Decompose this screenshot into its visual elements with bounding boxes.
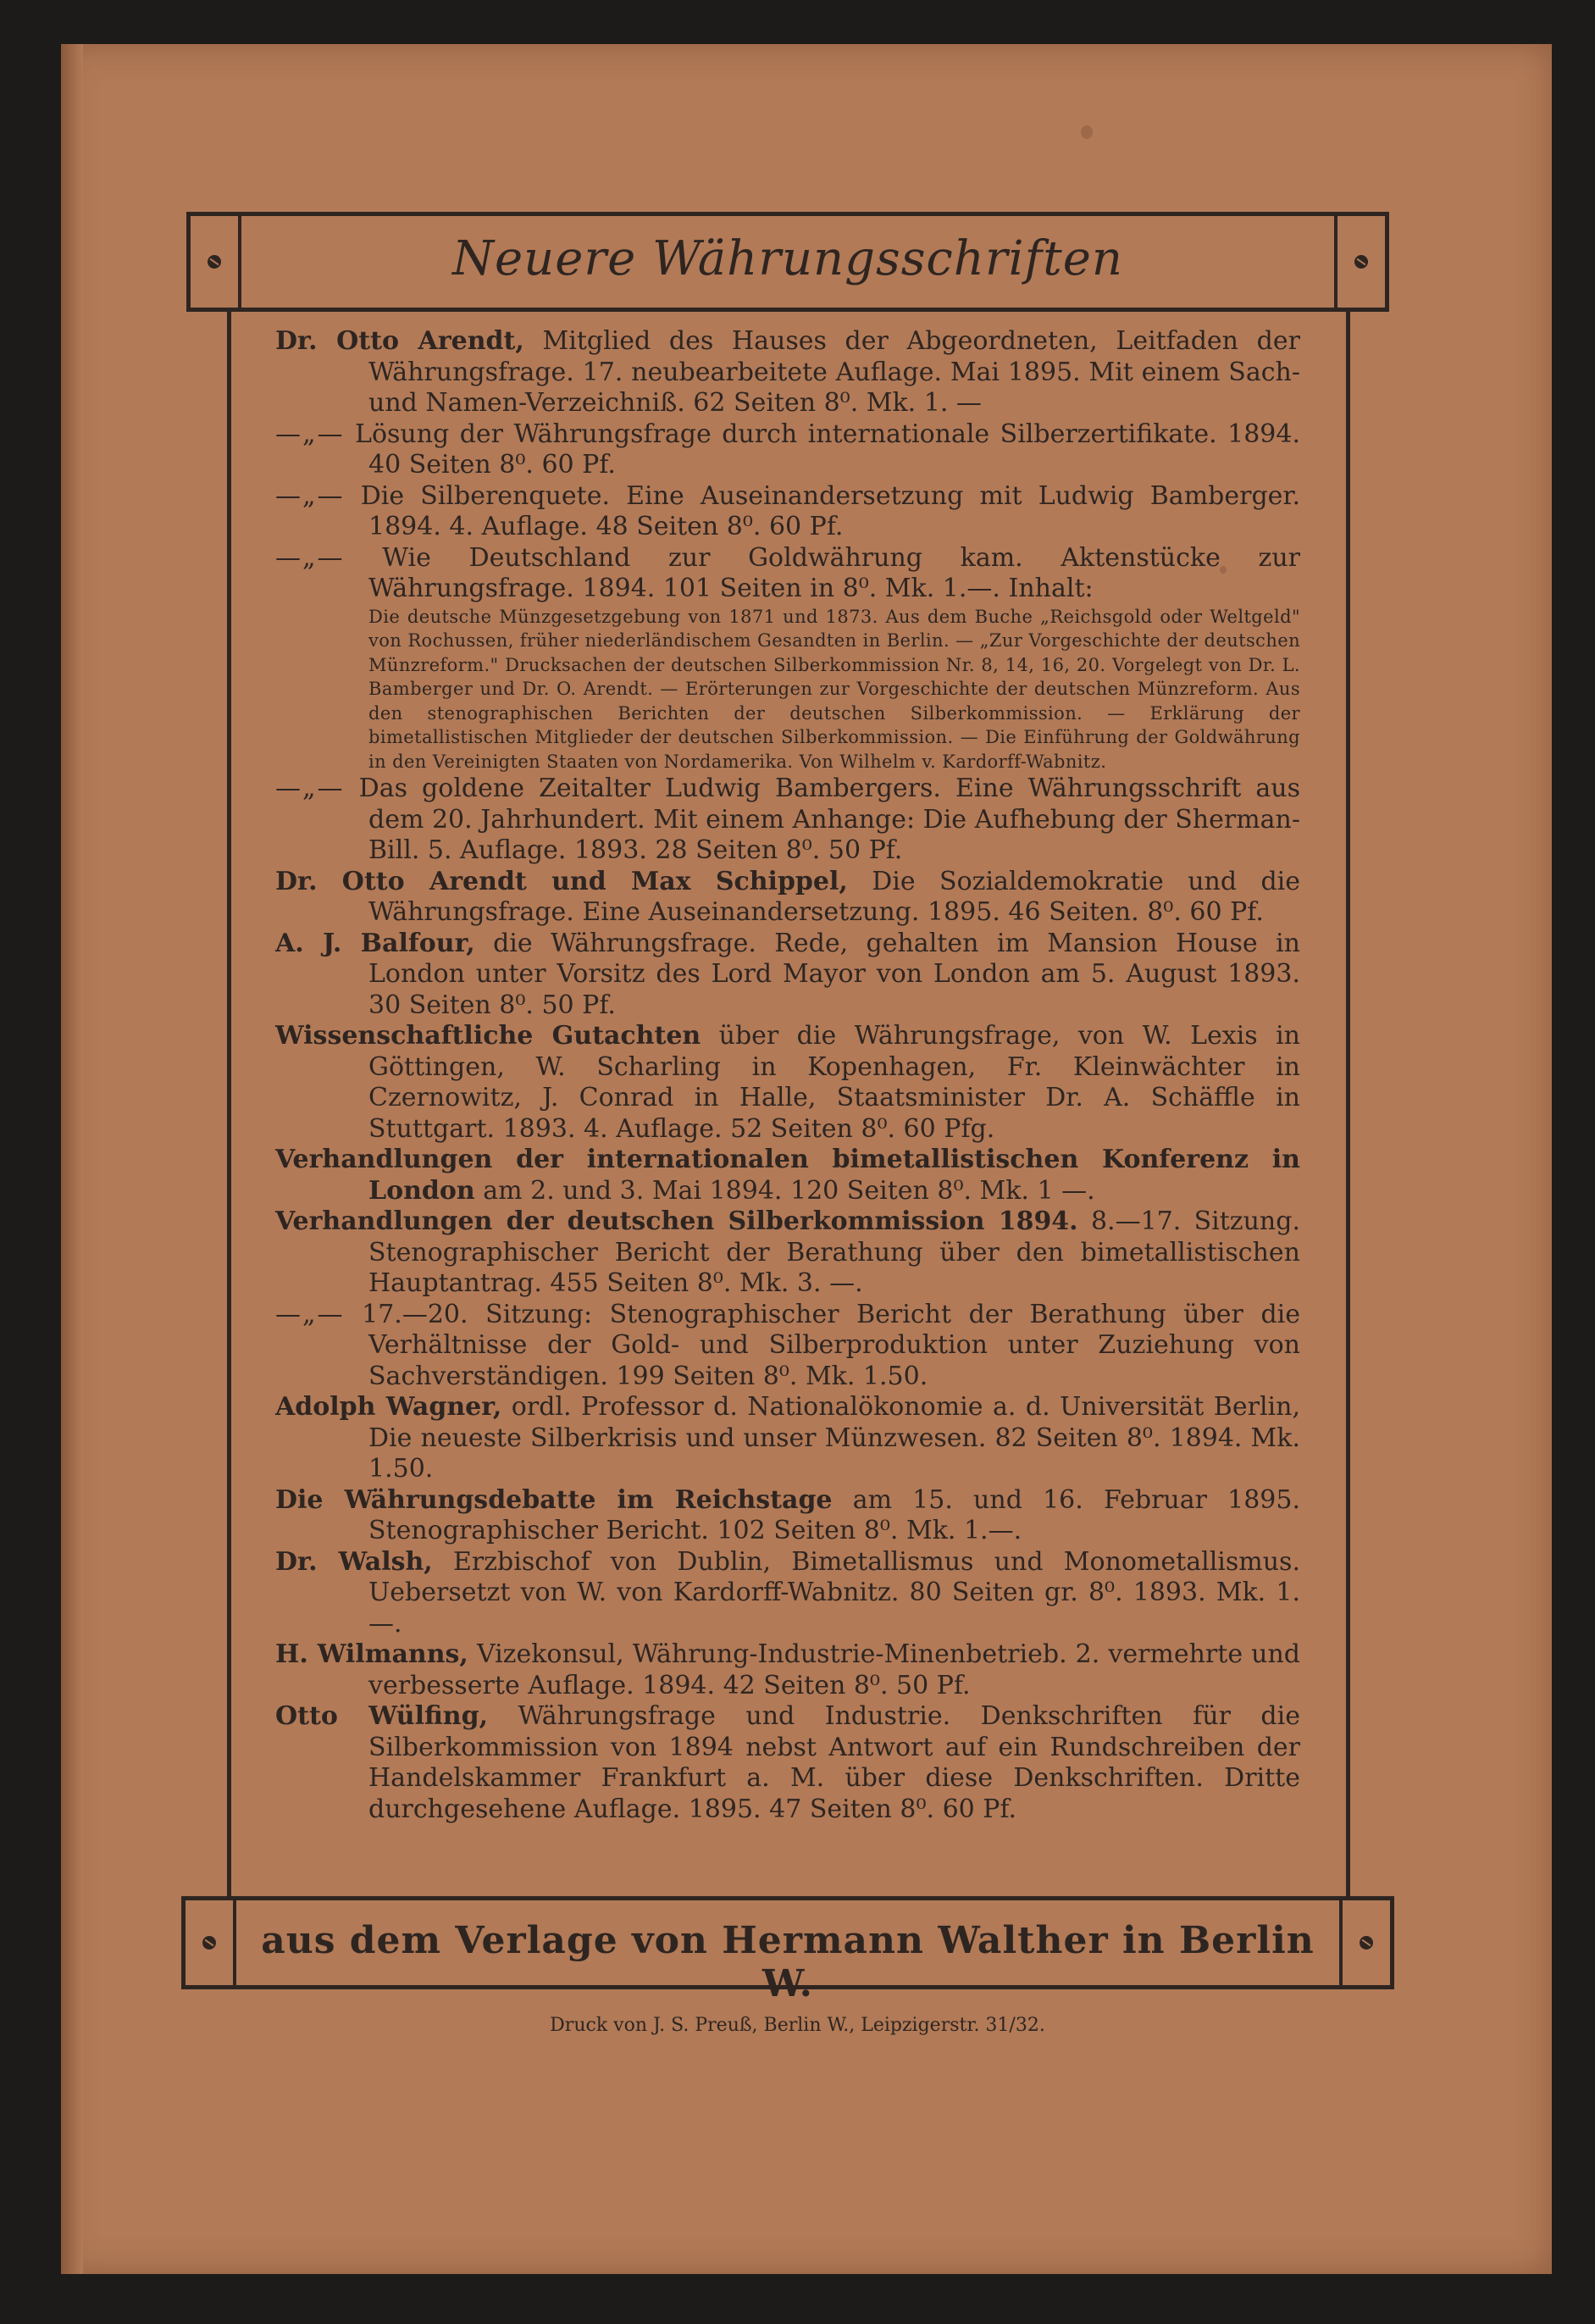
publication-entry: [275, 1392, 1300, 1485]
entry-description: Die Silberenquete. Eine Auseinandersetzung mit Ludwig Bamberger. 1894. 4. Auflage. 48 Seiten 8⁰. 60 Pf.: [360, 480, 1300, 541]
entry-author: Verhandlungen der internationalen bimetallistischen Konferenz in London: [275, 1145, 1300, 1206]
publication-entry: [275, 1145, 1300, 1206]
entry-description: die Währungsfrage. Rede, gehalten im Mansion House in London unter Vorsitz des Lord Mayor von London am 5. August 1893. 30 Seiten 8⁰. 50 Pf.: [368, 928, 1301, 1020]
ornament-dot-icon: [1360, 1936, 1373, 1950]
entry-author: Die Währungsdebatte im Reichstage: [275, 1484, 833, 1515]
entry-author: Dr. Otto Arendt und Max Schippel,: [275, 866, 848, 896]
entry-author: A. J. Balfour,: [275, 928, 475, 958]
page-title: Neuere Währungsschriften: [452, 231, 1123, 286]
entry-description: ordl. Professor d. Nationalökonomie a. d. Universität Berlin, Die neueste Silberkrisis und unser Münzwesen. 82 Seiten 8⁰. 1894. Mk. 1.50.: [368, 1392, 1300, 1484]
paper-spot: [1081, 125, 1093, 139]
entry-description: 17.—20. Sitzung: Stenographischer Bericht der Berathung über die Verhältnisse der Gold- und Silberproduktion unter Zuziehung von Sachverständigen. 199 Seiten 8⁰. Mk. 1.50.: [362, 1299, 1300, 1391]
publication-entry: [275, 1547, 1300, 1640]
cover-spine-edge: [61, 44, 83, 2274]
entry-description: Erzbischof von Dublin, Bimetallismus und Monometallismus. Uebersetzt von W. von Kardorff-Wabnitz. 80 Seiten gr. 8⁰. 1893. Mk. 1. —.: [368, 1546, 1300, 1639]
entry-description: Das goldene Zeitalter Ludwig Bambergers. Eine Währungsschrift aus dem 20. Jahrhundert. Mit einem Anhange: Die Aufhebung der Sherman-Bill. 5. Auflage. 1893. 28 Seiten 8⁰. 50 Pf.: [358, 774, 1300, 865]
entry-description: Währungsfrage und Industrie. Denkschriften für die Silberkommission von 1894 nebst Antwort auf ein Rundschreiben der Handelskammer Frankfurt a. M. über diese Denkschriften. Dritte durchgesehene Auflage. 1895. 47 Seiten 8⁰. 60 Pf.: [368, 1701, 1300, 1824]
publication-entry: [275, 1485, 1300, 1547]
entry-description: Wie Deutschland zur Goldwährung kam. Aktenstücke zur Währungsfrage. 1894. 101 Seiten in 8⁰. Mk. 1.—. Inhalt:: [368, 542, 1300, 603]
entry-author: —„—: [275, 1299, 345, 1329]
entry-author: Verhandlungen der deutschen Silberkommission 1894.: [275, 1206, 1078, 1236]
publication-entry: [275, 1021, 1300, 1145]
publication-entry: [275, 326, 1300, 419]
entry-author: —„—: [275, 480, 345, 511]
printer-imprint: Druck von J. S. Preuß, Berlin W., Leipzigerstr. 31/32.: [550, 2015, 1045, 2036]
entry-description: über die Währungsfrage, von W. Lexis in Göttingen, W. Scharling in Kopenhagen, Fr. Kleinwächter in Czernowitz, J. Conrad in Halle, Staatsminister Dr. A. Schäffle in Stuttgart. 1893. 4. Auflage. 52 Seiten 8⁰. 60 Pfg.: [368, 1021, 1300, 1144]
publication-list: [275, 326, 1300, 1825]
publisher-line: aus dem Verlage von Hermann Walther in Berlin W.: [261, 1919, 1315, 2005]
publication-entry: [275, 419, 1300, 481]
entry-description: am 15. und 16. Februar 1895. Stenographischer Bericht. 102 Seiten 8⁰. Mk. 1.—.: [368, 1484, 1301, 1545]
publisher-frame-right-cap: [1339, 1900, 1390, 1985]
entry-author: Wissenschaftliche Gutachten: [275, 1021, 701, 1051]
entry-author: Dr. Walsh,: [275, 1546, 433, 1577]
publication-entry: [275, 1206, 1300, 1300]
publisher-frame-left-cap: [186, 1900, 236, 1985]
publication-entry: [275, 481, 1300, 543]
entry-author: —„—: [275, 774, 345, 803]
entry-contents-note: Die deutsche Münzgesetzgebung von 1871 und 1873. Aus dem Buche „Reichsgold oder Weltgeld" von Rochussen, früher niederländischem Gesandten in Berlin. — „Zur Vorgeschichte der deutschen Münzreform." Drucksachen der deutschen Silberkommission Nr. 8, 14, 16, 20. Vorgelegt von Dr. L. Bamberger und Dr. O. Arendt. — Erörterungen zur Vorgeschichte der deutschen Münzreform. Aus den stenographischen Berichten der deutschen Silberkommission. — Erklärung der bimetallistischen Mitglieder der deutschen Silberkommission. — Die Einführung der Goldwährung in den Vereinigten Staaten von Nordamerika. Von Wilhelm v. Kardorff-Wabnitz.: [368, 606, 1300, 772]
publication-entry: [275, 867, 1300, 929]
entry-description: 8.—17. Sitzung. Stenographischer Bericht der Berathung über den bimetallistischen Hauptantrag. 455 Seiten 8⁰. Mk. 3. —.: [368, 1206, 1300, 1298]
publication-entry: [275, 1639, 1300, 1701]
entry-description: Die Sozialdemokratie und die Währungsfrage. Eine Auseinandersetzung. 1895. 46 Seiten. 8⁰. 60 Pf.: [368, 866, 1300, 927]
ornament-dot-icon: [1354, 255, 1368, 269]
publication-entry: [275, 929, 1300, 1022]
entry-author: Dr. Otto Arendt,: [275, 326, 524, 356]
title-frame-left-cap: [191, 216, 241, 308]
entry-description: Mitglied des Hauses der Abgeordneten, Leitfaden der Währungsfrage. 17. neubearbeitete Auflage. Mai 1895. Mit einem Sach- und Namen-Verzeichniß. 62 Seiten 8⁰. Mk. 1. —: [368, 326, 1300, 418]
publication-entry: [275, 774, 1300, 867]
entry-author: —„—: [275, 542, 345, 573]
entry-author: H. Wilmanns,: [275, 1639, 468, 1669]
publication-entry: [275, 543, 1300, 774]
entry-author: Adolph Wagner,: [275, 1392, 502, 1422]
ornament-dot-icon: [208, 255, 221, 269]
ornament-dot-icon: [202, 1936, 216, 1950]
entry-description: am 2. und 3. Mai 1894. 120 Seiten 8⁰. Mk. 1 —.: [483, 1175, 1095, 1206]
publication-entry: [275, 1701, 1300, 1825]
entry-description: Lösung der Währungsfrage durch internationale Silberzertifikate. 1894. 40 Seiten 8⁰. 60 Pf.: [355, 419, 1300, 480]
entry-author: Otto Wülfing,: [275, 1701, 489, 1731]
publisher-frame: [181, 1896, 1394, 2005]
publication-entry: [275, 1300, 1300, 1393]
title-frame-right-cap: [1334, 216, 1385, 308]
title-frame: [186, 212, 1389, 312]
entry-author: —„—: [275, 419, 345, 449]
entry-description: Vizekonsul, Währung-Industrie-Minenbetrieb. 2. vermehrte und verbesserte Auflage. 1894. 42 Seiten 8⁰. 50 Pf.: [368, 1639, 1300, 1700]
